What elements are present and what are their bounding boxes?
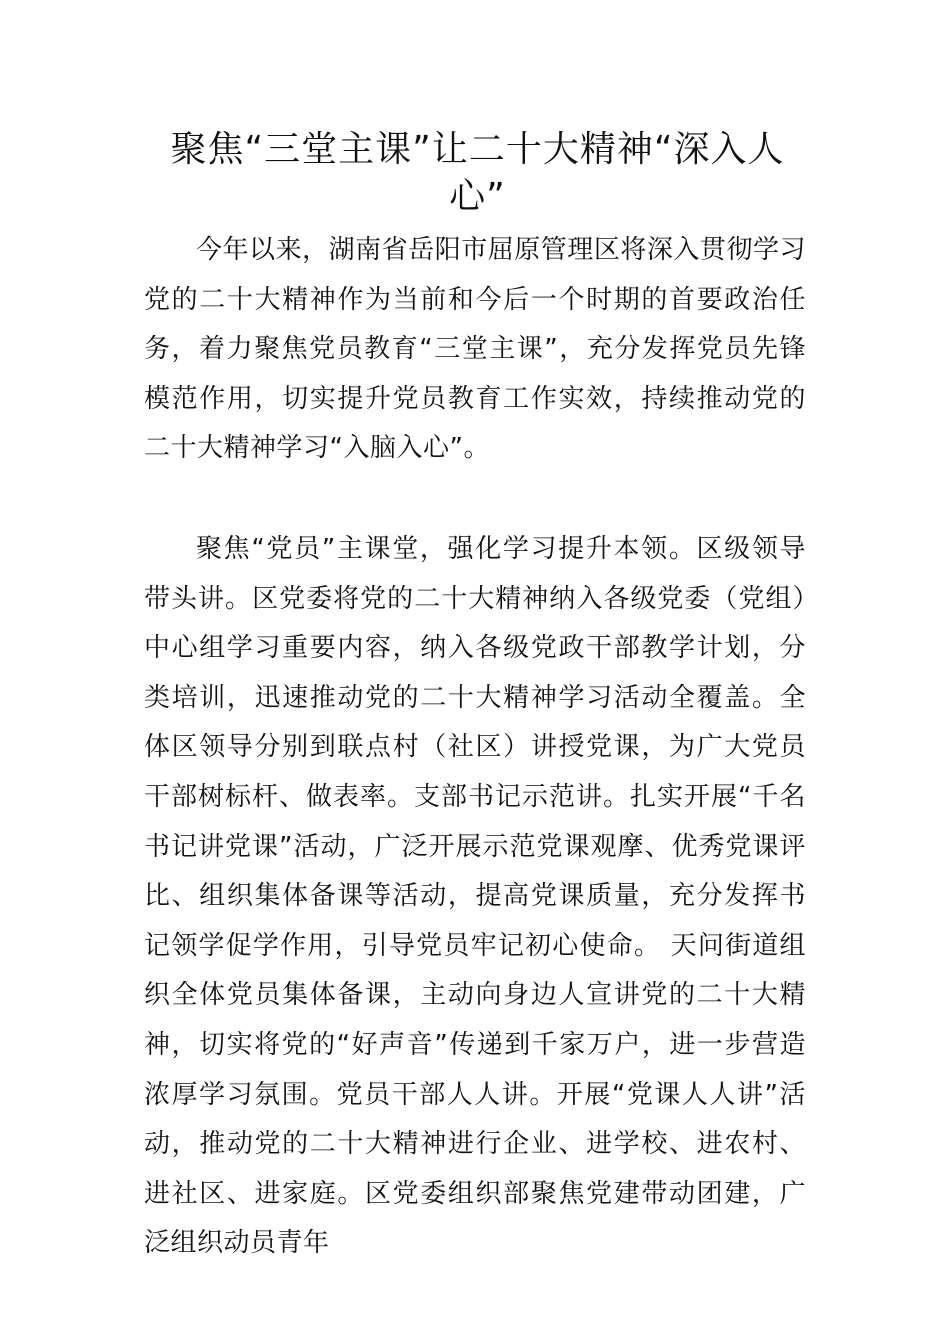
paragraph-intro: 今年以来，湖南省岳阳市屈原管理区将深入贯彻学习党的二十大精神作为当前和今后一个时期的首要政治任务，着力聚焦党员教育“三堂主课”，充分发挥党员先锋模范作用，切实提升党员教育工作实效，持续推动党的二十大精神学习“入脑入心”。 xyxy=(144,235,806,464)
document-title: 聚焦“三堂主课”让二十大精神“深入人心” xyxy=(170,129,785,217)
paragraph-party-member-classroom: 聚焦“党员”主课堂，强化学习提升本领。区级领导带头讲。区党委将党的二十大精神纳入各级党委（党组）中心组学习重要内容，纳入各级党政干部教学计划，分类培训，迅速推动党的二十大精神学习活动全覆盖。全体区领导分别到联点村（社区）讲授党课，为广大党员干部树标杆、做表率。支部书记示范讲。扎实开展“千名书记讲党课”活动，广泛开展示范党课观摩、优秀党课评比、组织集体备课等活动，提高党课质量，充分发挥书记领学促学作用，引导党员牢记初心使命。 天问街道组织全体党员集体备课，主动向身边人宣讲党的二十大精神，切实将党的“好声音”传递到千家万户，进一步营造浓厚学习氛围。党员干部人人讲。开展“党课人人讲”活动，推动党的二十大精神进行企业、进学校、进农村、进社区、进家庭。区党委组织部聚焦党建带动团建，广泛组织动员青年 xyxy=(144,534,806,1259)
